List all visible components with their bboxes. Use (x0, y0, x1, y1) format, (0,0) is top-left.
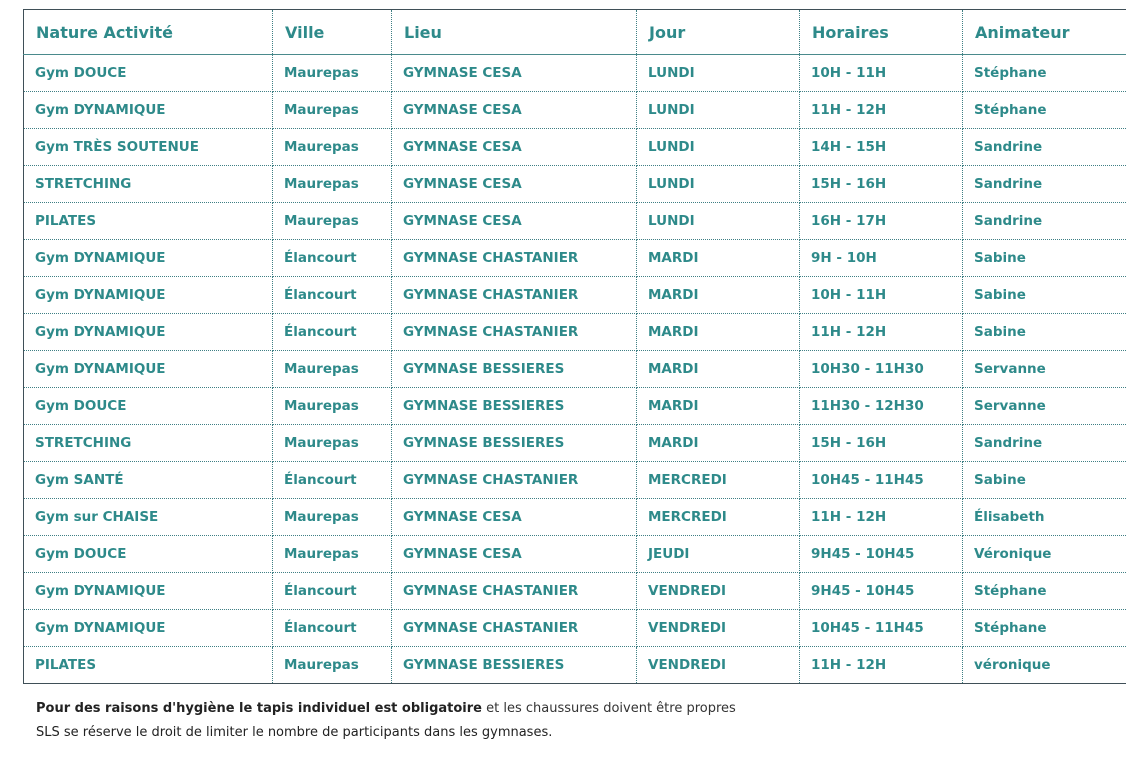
cell-horaires: 10H - 11H (800, 55, 963, 92)
cell-horaires: 9H - 10H (800, 240, 963, 277)
cell-ville: Élancourt (273, 610, 392, 647)
cell-horaires: 10H45 - 11H45 (800, 462, 963, 499)
cell-animateur: Servanne (963, 388, 1126, 425)
cell-animateur: Sandrine (963, 203, 1126, 240)
cell-lieu: GYMNASE BESSIERES (392, 388, 637, 425)
cell-ville: Élancourt (273, 573, 392, 610)
table-row (24, 610, 1126, 647)
cell-nature-activite: Gym DYNAMIQUE (24, 240, 273, 277)
cell-lieu: GYMNASE CESA (392, 166, 637, 203)
cell-ville: Maurepas (273, 536, 392, 573)
table-row (24, 462, 1126, 499)
cell-horaires: 11H - 12H (800, 499, 963, 536)
cell-jour: VENDREDI (637, 610, 800, 647)
cell-animateur: Véronique (963, 536, 1126, 573)
cell-horaires: 10H - 11H (800, 277, 963, 314)
cell-jour: MERCREDI (637, 462, 800, 499)
cell-lieu: GYMNASE CESA (392, 55, 637, 92)
table-row (24, 647, 1126, 684)
cell-ville: Maurepas (273, 92, 392, 129)
cell-nature-activite: Gym DYNAMIQUE (24, 610, 273, 647)
cell-jour: MERCREDI (637, 499, 800, 536)
table-row (24, 314, 1126, 351)
cell-animateur: Sabine (963, 462, 1126, 499)
table-body (24, 55, 1126, 684)
cell-jour: LUNDI (637, 92, 800, 129)
table-row (24, 536, 1126, 573)
header-animateur: Animateur (963, 10, 1126, 55)
cell-animateur: Stéphane (963, 55, 1126, 92)
cell-nature-activite: Gym DYNAMIQUE (24, 573, 273, 610)
cell-horaires: 11H - 12H (800, 314, 963, 351)
cell-jour: VENDREDI (637, 647, 800, 684)
header-nature-activite: Nature Activité (24, 10, 273, 55)
cell-lieu: GYMNASE CHASTANIER (392, 462, 637, 499)
header-ville: Ville (273, 10, 392, 55)
cell-lieu: GYMNASE CHASTANIER (392, 240, 637, 277)
hygiene-note-bold: Pour des raisons d'hygiène le tapis individuel est obligatoire (36, 701, 482, 716)
cell-lieu: GYMNASE CHASTANIER (392, 277, 637, 314)
cell-jour: MARDI (637, 351, 800, 388)
cell-horaires: 11H - 12H (800, 92, 963, 129)
cell-jour: MARDI (637, 240, 800, 277)
table-row (24, 129, 1126, 166)
cell-ville: Élancourt (273, 277, 392, 314)
cell-lieu: GYMNASE CHASTANIER (392, 314, 637, 351)
table-row (24, 166, 1126, 203)
cell-jour: LUNDI (637, 129, 800, 166)
cell-nature-activite: Gym DYNAMIQUE (24, 351, 273, 388)
table-row (24, 92, 1126, 129)
cell-ville: Maurepas (273, 166, 392, 203)
cell-jour: MARDI (637, 314, 800, 351)
notes-line-1 (36, 697, 736, 721)
notes-line-2: SLS se réserve le droit de limiter le nombre de participants dans les gymnases. (36, 725, 553, 740)
cell-lieu: GYMNASE CESA (392, 129, 637, 166)
cell-nature-activite: STRETCHING (24, 425, 273, 462)
cell-jour: MARDI (637, 277, 800, 314)
cell-horaires: 11H - 12H (800, 647, 963, 684)
table-row (24, 203, 1126, 240)
cell-ville: Maurepas (273, 55, 392, 92)
cell-animateur: Sabine (963, 314, 1126, 351)
cell-ville: Élancourt (273, 314, 392, 351)
cell-lieu: GYMNASE BESSIERES (392, 425, 637, 462)
cell-horaires: 16H - 17H (800, 203, 963, 240)
cell-nature-activite: PILATES (24, 647, 273, 684)
header-jour: Jour (637, 10, 800, 55)
cell-animateur: Élisabeth (963, 499, 1126, 536)
cell-ville: Maurepas (273, 388, 392, 425)
cell-animateur: Stéphane (963, 610, 1126, 647)
cell-animateur: véronique (974, 657, 1051, 673)
cell-ville: Maurepas (273, 129, 392, 166)
cell-animateur: Sandrine (963, 425, 1126, 462)
table-row (24, 425, 1126, 462)
cell-jour: MARDI (637, 388, 800, 425)
cell-animateur: Sabine (963, 240, 1126, 277)
notes (36, 697, 736, 745)
cell-horaires: 15H - 16H (800, 425, 963, 462)
cell-horaires: 9H45 - 10H45 (800, 573, 963, 610)
cell-nature-activite: STRETCHING (24, 166, 273, 203)
cell-horaires: 10H30 - 11H30 (800, 351, 963, 388)
cell-animateur: Sandrine (963, 129, 1126, 166)
cell-horaires: 9H45 - 10H45 (800, 536, 963, 573)
cell-nature-activite: Gym DYNAMIQUE (24, 277, 273, 314)
table-row (24, 55, 1126, 92)
table-row (24, 573, 1126, 610)
cell-nature-activite: Gym DYNAMIQUE (24, 314, 273, 351)
cell-nature-activite: Gym DOUCE (24, 388, 273, 425)
cell-nature-activite: Gym DOUCE (24, 536, 273, 573)
table-row (24, 351, 1126, 388)
hygiene-note-rest: et les chaussures doivent être propres (481, 701, 736, 716)
cell-animateur: Sandrine (963, 166, 1126, 203)
cell-lieu: GYMNASE CESA (392, 536, 637, 573)
cell-nature-activite: Gym sur CHAISE (24, 499, 273, 536)
cell-nature-activite: PILATES (24, 203, 273, 240)
cell-nature-activite: Gym DOUCE (24, 55, 273, 92)
cell-horaires: 11H30 - 12H30 (800, 388, 963, 425)
cell-lieu: GYMNASE CHASTANIER (392, 573, 637, 610)
cell-jour: JEUDI (637, 536, 800, 573)
header-lieu: Lieu (392, 10, 637, 55)
cell-lieu: GYMNASE CESA (392, 203, 637, 240)
cell-ville: Maurepas (273, 425, 392, 462)
cell-ville: Élancourt (273, 462, 392, 499)
cell-ville: Maurepas (273, 647, 392, 684)
cell-nature-activite: Gym DYNAMIQUE (24, 92, 273, 129)
cell-lieu: GYMNASE CESA (392, 499, 637, 536)
cell-nature-activite: Gym SANTÉ (24, 462, 273, 499)
cell-jour: VENDREDI (637, 573, 800, 610)
cell-animateur: Stéphane (963, 92, 1126, 129)
table-row (24, 277, 1126, 314)
cell-horaires: 10H45 - 11H45 (800, 610, 963, 647)
cell-ville: Élancourt (273, 240, 392, 277)
cell-lieu: GYMNASE CESA (392, 92, 637, 129)
cell-ville: Maurepas (273, 351, 392, 388)
cell-jour: LUNDI (637, 166, 800, 203)
cell-lieu: GYMNASE BESSIERES (392, 351, 637, 388)
cell-jour: LUNDI (637, 203, 800, 240)
cell-ville: Maurepas (273, 203, 392, 240)
cell-jour: LUNDI (637, 55, 800, 92)
cell-ville: Maurepas (273, 499, 392, 536)
cell-animateur: Stéphane (963, 573, 1126, 610)
header-row (24, 10, 1126, 55)
cell-jour: MARDI (637, 425, 800, 462)
table-row (24, 499, 1126, 536)
table-row (24, 388, 1126, 425)
cell-animateur: Servanne (963, 351, 1126, 388)
cell-lieu: GYMNASE CHASTANIER (392, 610, 637, 647)
cell-lieu: GYMNASE BESSIERES (392, 647, 637, 684)
cell-animateur: Sabine (963, 277, 1126, 314)
header-horaires: Horaires (800, 10, 963, 55)
cell-horaires: 15H - 16H (800, 166, 963, 203)
cell-nature-activite: Gym TRÈS SOUTENUE (24, 129, 273, 166)
schedule-table (23, 9, 1126, 684)
table-row (24, 240, 1126, 277)
cell-horaires: 14H - 15H (800, 129, 963, 166)
